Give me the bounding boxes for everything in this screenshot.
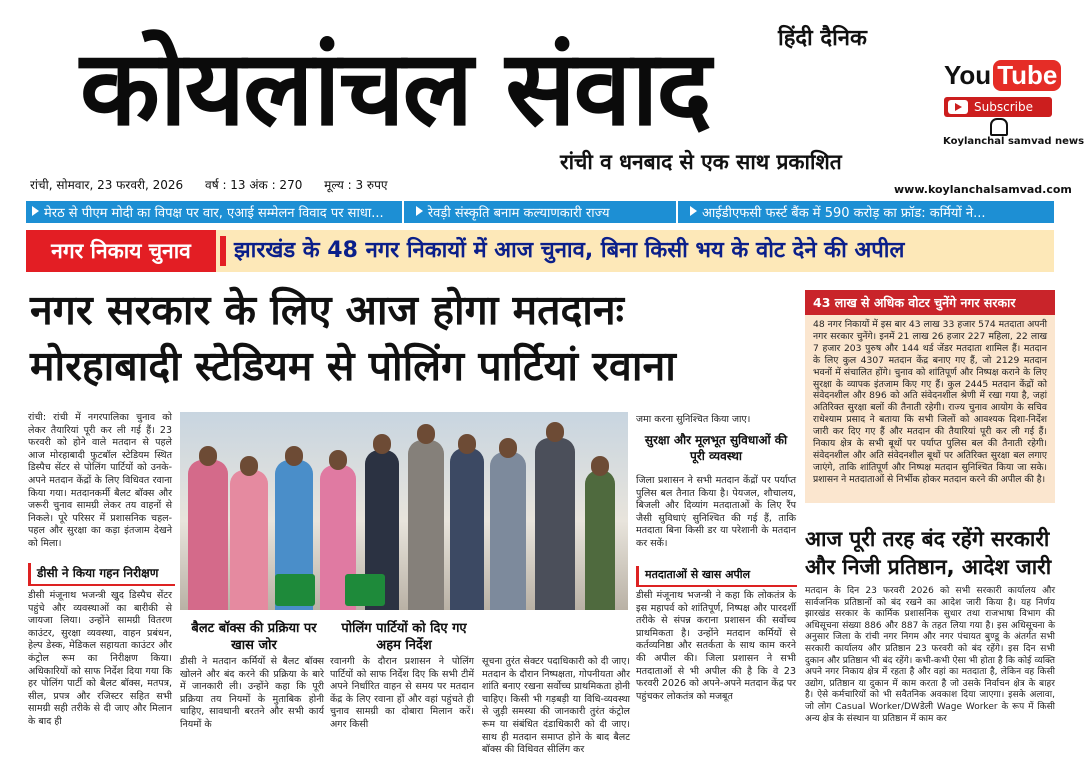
subhead-dc-inspection: डीसी ने किया गहन निरीक्षण <box>28 563 175 586</box>
banner-label: नगर निकाय चुनाव <box>26 230 216 272</box>
youtube-logo-you: You <box>944 60 992 90</box>
voter-stats-box <box>805 290 1055 503</box>
dateline <box>30 176 406 193</box>
voter-appeal-paragraph: डीसी मंजूनाथ भजन्त्री ने कहा कि लोकतंत्र के इस महापर्व को शांतिपूर्ण, निष्पक्ष और पारदर्शी तरीके से संपन्न कराना प्रशासन की सर्वोच्च प्राथमिकता है। उन्होंने मतदान कर्मियों से कर्तव्यनिष्ठा और सतर्कता के साथ काम करने की अपील की। जिला प्रशासन ने सभी मतदाताओं से भी अपील की है कि वे 23 फरवरी 2026 को अपने-अपने मतदान केंद्र पर पहुंचकर लोकतंत्र को मजबूत <box>636 590 796 702</box>
place-date: रांची, सोमवार, 23 फरवरी, 2026 <box>30 178 184 192</box>
main-headline <box>30 282 790 394</box>
continued-text: जमा करना सुनिश्चित किया जाए। <box>636 414 751 425</box>
main-headline-line1: नगर सरकार के लिए आज होगा मतदानः <box>30 286 624 334</box>
closure-paragraph: मतदान के दिन 23 फरवरी 2026 को सभी सरकारी कार्यालय और सार्वजनिक प्रतिष्ठानों को बंद रखने का आदेश जारी किया है। यह निर्णय झारखंड सरकार के कार्मिक प्रशासनिक सुधार तथा राजभाषा विभाग की अधिसूचना संख्या 886 और 887 के तहत लिया गया है। इस अधिसूचना के अनुसार जिला के रांची नगर निगम और नगर पंचायत बुण्डू के अंतर्गत सभी सरकारी कार्यालय और प्रतिष्ठान 23 फरवरी को बंद रहेंगे। इस दिन सभी दुकान और प्रतिष्ठान भी बंद रहेंगे। कभी-कभी ऐसा भी होता है कि कोई व्यक्ति अपने नगर निकाय क्षेत्र में रहता है और वहां का मतदाता है, लेकिन वह किसी उद्योग, प्रतिष्ठान या दुकान में काम करता है जो उसके निर्वाचन क्षेत्र के बाहर है। ऐसे कर्मचारियों को भी सवैतनिक अवकाश दिया जाएगा। इसके अलावा, जो लोग Casual Worker/DWडेली Wage Worker के रूप में किसी अन्य क्षेत्र के संस्थान या प्रतिष्ठान में काम कर <box>805 586 1055 724</box>
news-ticker <box>26 201 1054 223</box>
instructions-continued-paragraph: सूचना तुरंत सेक्टर पदाधिकारी को दी जाए। मतदान के दौरान निष्पक्षता, गोपनीयता और शांति बनाए रखना सर्वोच्च प्राथमिकता होनी चाहिए। किसी भी गड़बड़ी या विधि-व्यवस्था से जुड़ी समस्या की जानकारी तुरंत कंट्रोल रूम या संबंधित दंडाधिकारी को दी जाए। साथ ही मतदान समाप्त होने के बाद बैलट बॉक्स की विधिवत सीलिंग कर <box>482 656 630 756</box>
ticker-item[interactable]: आईडीएफसी फर्स्ट बैंक में 590 करोड़ का फ्रॉड: कर्मियों ने... <box>684 203 1054 221</box>
security-paragraph: जिला प्रशासन ने सभी मतदान केंद्रों पर पर्याप्त पुलिस बल तैनात किया है। पेयजल, शौचालय, बिजली और दिव्यांग मतदाताओं के लिए रैंप जैसी सुविधाएं सुनिश्चित की गई हैं, ताकि मतदाता बिना किसी डर या परेशानी के मतदान कर सकें। <box>636 475 796 549</box>
polling-instructions-paragraph: रवानगी के दौरान प्रशासन ने पोलिंग पार्टियों को साफ निर्देश दिए कि सभी टीमें अपने निर्धारित वाहन से समय पर मतदान केंद्र के लिए रवाना हों और वहां पहुंचते ही चुनाव सामग्री का दोबारा मिलान करें। अगर किसी <box>330 656 474 730</box>
price: मूल्य : 3 रुपए <box>324 178 388 192</box>
subhead-voter-appeal: मतदाताओं से खास अपील <box>636 566 797 587</box>
subscribe-button[interactable] <box>944 97 1052 117</box>
youtube-subscribe-widget[interactable] <box>944 60 1056 117</box>
banner-text: झारखंड के 48 नगर निकायों में आज चुनाव, बिना किसी भय के वोट देने की अपील <box>234 238 905 263</box>
caption-ballot-process: बैलट बॉक्स की प्रक्रिया पर खास जोर <box>191 621 317 653</box>
ticker-item[interactable]: रेवड़ी संस्कृति बनाम कल्याणकारी राज्य <box>410 203 670 221</box>
masthead-subtitle: रांची व धनबाद से एक साथ प्रकाशित <box>560 150 842 174</box>
news-photo-officials <box>180 412 628 610</box>
banner-divider <box>220 236 226 266</box>
dc-inspection-paragraph: डीसी मंजूनाथ भजन्त्री खुद डिस्पैच सेंटर पहुंचे और व्यवस्थाओं का बारीकी से जायजा लिया। उन्होंने सामग्री वितरण काउंटर, सुरक्षा व्यवस्था, वाहन प्रबंधन, हेल्प डेस्क, मेडिकल सहायता काउंटर और कंट्रोल रूम का निरीक्षण किया। अधिकारियों को साफ निर्देश दिया गया कि हर पोलिंग पार्टी को बैलट बॉक्स, मतपत्र, सील, प्रपत्र और रजिस्टर सहित सभी सामग्री सही तरीके से दी जाए और मिलान के बाद ही <box>28 590 172 727</box>
play-icon <box>948 100 968 114</box>
youtube-logo-tube: Tube <box>993 60 1061 91</box>
voter-stats-body: 48 नगर निकायों में इस बार 43 लाख 33 हजार 574 मतदाता अपनी नगर सरकार चुनेंगे। इनमें 21 लाख 26 हजार 227 महिला, 22 लाख 7 हजार 203 पुरुष और 144 थर्ड जेंडर मतदाता शामिल हैं। मतदान के लिए कुल 4307 मतदान केंद्र बनाए गए हैं, जो 2129 मतदान भवनों में संचालित होंगे। चुनाव को शांतिपूर्ण और निष्पक्ष कराने के लिए सुरक्षा के व्यापक इंतजाम किए गए हैं। कुल 2445 मतदान केंद्रों को संवेदनशील और 896 को अति संवेदनशील श्रेणी में रखा गया है, जहां अतिरिक्त सुरक्षा बलों की तैनाती रहेगी। राज्य चुनाव आयोग के सचिव राधेश्याम प्रसाद ने बताया कि सभी जिलों को आवश्यक दिशा-निर्देश जारी कर दिए गए हैं और मतदान की तैयारियां पूरी कर ली गई हैं। निकाय क्षेत्र के सभी बूथों पर पर्याप्त पुलिस बल की तैनाती रहेगी। संवेदनशील और अति संवेदनशील बूथों पर अतिरिक्त सुरक्षा बल लगाए जाएंगे, ताकि शांतिपूर्ण और निष्पक्ष मतदान सुनिश्चित किया जा सके। प्रशासन ने मतदाताओं से निर्भीक होकर मतदान करने की अपील की है। <box>805 315 1055 503</box>
issue-number: वर्ष : 13 अंक : 270 <box>205 178 303 192</box>
ticker-divider <box>402 201 404 223</box>
masthead-title: कोयलांचल संवाद <box>80 27 710 149</box>
subhead-security: सुरक्षा और मूलभूत सुविधाओं की पूरी व्यवस्था <box>644 433 788 463</box>
bell-icon <box>990 118 1008 136</box>
main-headline-line2: मोरहाबादी स्टेडियम से पोलिंग पार्टियां रवाना <box>30 342 676 390</box>
website-url[interactable]: www.koylanchalsamvad.com <box>894 183 1072 196</box>
ballot-process-paragraph: डीसी ने मतदान कर्मियों से बैलट बॉक्स खोलने और बंद करने की प्रक्रिया के बारे में जानकारी ली। उन्होंने कहा कि पूरी प्रक्रिया तय नियमों के मुताबिक होनी चाहिए, सावधानी बरतने और सभी कार्य नियमों के <box>180 656 324 730</box>
subscribe-label: Subscribe <box>974 100 1033 114</box>
closure-headline: आज पूरी तरह बंद रहेंगे सरकारी और निजी प्रतिष्ठान, आदेश जारी <box>805 527 1052 579</box>
caption-polling-instructions: पोलिंग पार्टियों को दिए गए अहम निर्देश <box>341 621 467 653</box>
voter-stats-title: 43 लाख से अधिक वोटर चुनेंगे नगर सरकार <box>805 290 1055 315</box>
youtube-logo <box>944 60 1056 91</box>
ticker-divider <box>676 201 678 223</box>
ticker-item[interactable]: मेरठ से पीएम मोदी का विपक्ष पर वार, एआई सम्मेलन विवाद पर साधा... <box>26 203 396 221</box>
youtube-channel-name: Koylanchal samvad news <box>943 136 1084 147</box>
lead-paragraph: रांची: रांची में नगरपालिका चुनाव को लेकर तैयारियां पूरी कर ली गई हैं। 23 फरवरी को होने वाले मतदान से पहले आज मोरहाबादी फुटबॉल स्टेडियम स्थित डिस्पैच सेंटर से पोलिंग पार्टियों को उनके-अपने मतदान केंद्रों के लिए विधिवत रवाना किया गया। मतदानकर्मी बैलट बॉक्स और जरूरी चुनाव सामग्री लेकर तय वाहनों से निकले। पूरे परिसर में प्रशासनिक चहल-पहल और सुरक्षा का कड़ा इंतजाम देखने को मिला। <box>28 412 172 549</box>
masthead-tagline: हिंदी दैनिक <box>778 26 867 51</box>
